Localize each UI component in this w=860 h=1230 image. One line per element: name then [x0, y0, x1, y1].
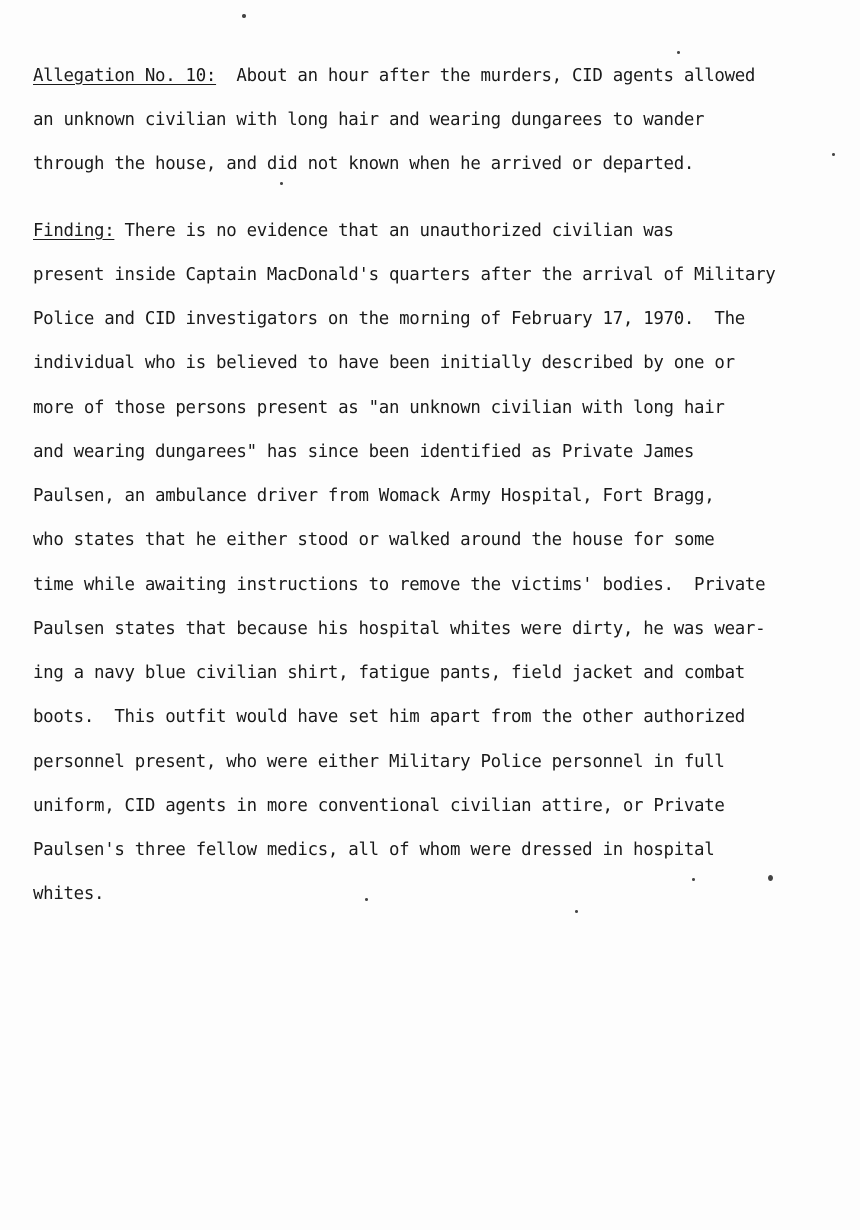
finding-line-8: who states that he either stood or walked around the house for some	[33, 530, 715, 550]
scan-speck	[575, 910, 578, 913]
finding-label: Finding:	[33, 221, 115, 241]
finding-line-10: Paulsen states that because his hospital whites were dirty, he was wear-	[33, 619, 766, 639]
scan-speck	[280, 182, 283, 185]
finding-line-11: ing a navy blue civilian shirt, fatigue pants, field jacket and combat	[33, 663, 745, 683]
scan-speck	[365, 898, 368, 901]
allegation-label: Allegation No. 10:	[33, 66, 217, 86]
finding-line-4: individual who is believed to have been initially described by one or	[33, 353, 735, 373]
scan-speck	[768, 875, 773, 881]
finding-line-12: boots. This outfit would have set him apart from the other authorized	[33, 707, 745, 727]
finding-line-13: personnel present, who were either Military Police personnel in full	[33, 752, 725, 772]
scan-speck	[677, 51, 680, 54]
allegation-line-2: an unknown civilian with long hair and wearing dungarees to wander	[33, 110, 705, 130]
allegation-line-1	[33, 64, 755, 88]
scan-speck	[692, 878, 695, 881]
finding-line-3: Police and CID investigators on the morning of February 17, 1970. The	[33, 309, 745, 329]
finding-line-14: uniform, CID agents in more conventional civilian attire, or Private	[33, 796, 725, 816]
finding-line-9: time while awaiting instructions to remove the victims' bodies. Private	[33, 575, 766, 595]
finding-line-15: Paulsen's three fellow medics, all of whom were dressed in hospital	[33, 840, 715, 860]
finding-line-6: and wearing dungarees" has since been identified as Private James	[33, 442, 695, 462]
allegation-text: About an hour after the murders, CID agents allowed	[216, 66, 756, 86]
allegation-line-3: through the house, and did not known when he arrived or departed.	[33, 154, 695, 174]
finding-line-7: Paulsen, an ambulance driver from Womack Army Hospital, Fort Bragg,	[33, 486, 715, 506]
scan-speck	[242, 14, 246, 18]
scan-speck	[832, 153, 835, 156]
finding-line-5: more of those persons present as "an unknown civilian with long hair	[33, 398, 725, 418]
finding-line-1	[33, 219, 674, 243]
finding-line-16: whites.	[33, 884, 105, 904]
finding-line-2: present inside Captain MacDonald's quarters after the arrival of Military	[33, 265, 776, 285]
finding-text: There is no evidence that an unauthorized civilian was	[114, 221, 674, 241]
